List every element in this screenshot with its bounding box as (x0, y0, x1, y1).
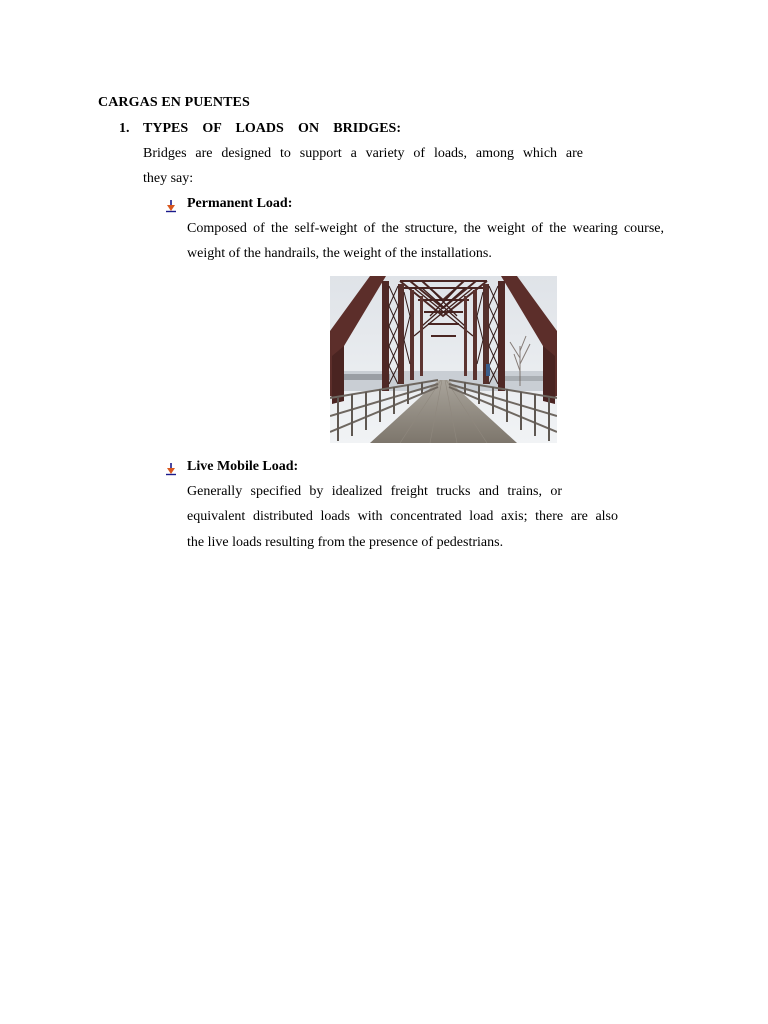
permanent-load-line-2: weight of the handrails, the weight of the installations. (187, 246, 492, 261)
bullet-arrow-icon (164, 462, 178, 476)
document-title: CARGAS EN PUENTES (98, 95, 250, 110)
live-mobile-load-line-2: equivalent distributed loads with concentrated load axis; there are also (187, 509, 618, 524)
permanent-load-heading: Permanent Load: (187, 196, 293, 211)
intro-line-2: they say: (143, 171, 194, 186)
permanent-load-line-1: Composed of the self-weight of the structure, the weight of the wearing course, (187, 221, 664, 236)
bullet-arrow-icon (164, 199, 178, 213)
live-mobile-load-line-1: Generally specified by idealized freight trucks and trains, or (187, 484, 562, 499)
intro-line-1: Bridges are designed to support a variety of loads, among which are (143, 146, 583, 161)
section-heading (119, 121, 401, 137)
bridge-photo (330, 276, 557, 443)
live-mobile-load-heading: Live Mobile Load: (187, 459, 299, 474)
section-number: 1. (119, 121, 130, 136)
section-title: TYPES OF LOADS ON BRIDGES: (143, 121, 401, 136)
live-mobile-load-line-3: the live loads resulting from the presence of pedestrians. (187, 535, 504, 550)
